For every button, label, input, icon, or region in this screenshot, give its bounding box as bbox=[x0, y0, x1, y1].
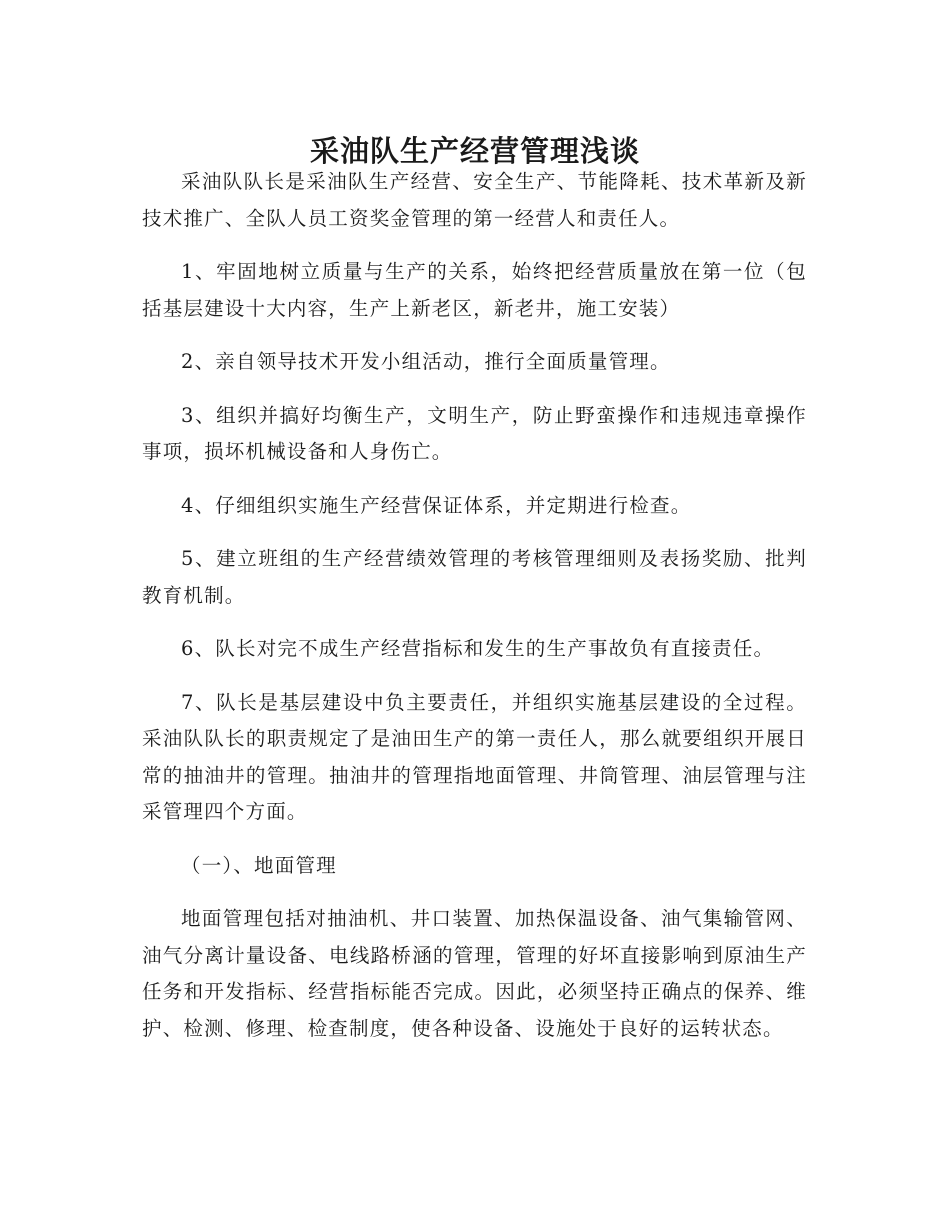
document-title: 采油队生产经营管理浅谈 bbox=[309, 134, 640, 169]
item-3-paragraph: 3、组织并搞好均衡生产，文明生产，防止野蛮操作和违规违章操作事项，损坏机械设备和人身伤亡。 bbox=[142, 403, 807, 463]
item-2-paragraph: 2、亲自领导技术开发小组活动，推行全面质量管理。 bbox=[181, 350, 671, 373]
item-7-paragraph: 7、队长是基层建设中负主要责任，并组织实施基层建设的全过程。采油队队长的职责规定了是油田生产的第一责任人，那么就要组织开展日常的抽油井的管理。抽油井的管理指地面管理、井筒管理、油层管理与注采管理四个方面。 bbox=[142, 690, 807, 823]
ground-management-paragraph: 地面管理包括对抽油机、井口装置、加热保温设备、油气集输管网、油气分离计量设备、电线路桥涵的管理，管理的好坏直接影响到原油生产任务和开发指标、经营指标能否完成。因此，必须坚持正确点的保养、维护、检测、修理、检查制度，使各种设备、设施处于良好的运转状态。 bbox=[142, 907, 807, 1040]
item-1-paragraph: 1、牢固地树立质量与生产的关系，始终把经营质量放在第一位（包括基层建设十大内容，生产上新老区，新老井，施工安装） bbox=[142, 260, 807, 320]
item-5-paragraph: 5、建立班组的生产经营绩效管理的考核管理细则及表扬奖励、批判教育机制。 bbox=[142, 547, 807, 607]
item-4-paragraph: 4、仔细组织实施生产经营保证体系，并定期进行检查。 bbox=[181, 493, 692, 517]
intro-paragraph: 采油队队长是采油队生产经营、安全生产、节能降耗、技术革新及新技术推广、全队人员工资奖金管理的第一经营人和责任人。 bbox=[142, 170, 807, 230]
item-6-paragraph: 6、队长对完不成生产经营指标和发生的生产事故负有直接责任。 bbox=[181, 637, 775, 660]
section-heading-ground-management: （一）、地面管理 bbox=[181, 853, 337, 877]
document-body bbox=[142, 164, 807, 1064]
